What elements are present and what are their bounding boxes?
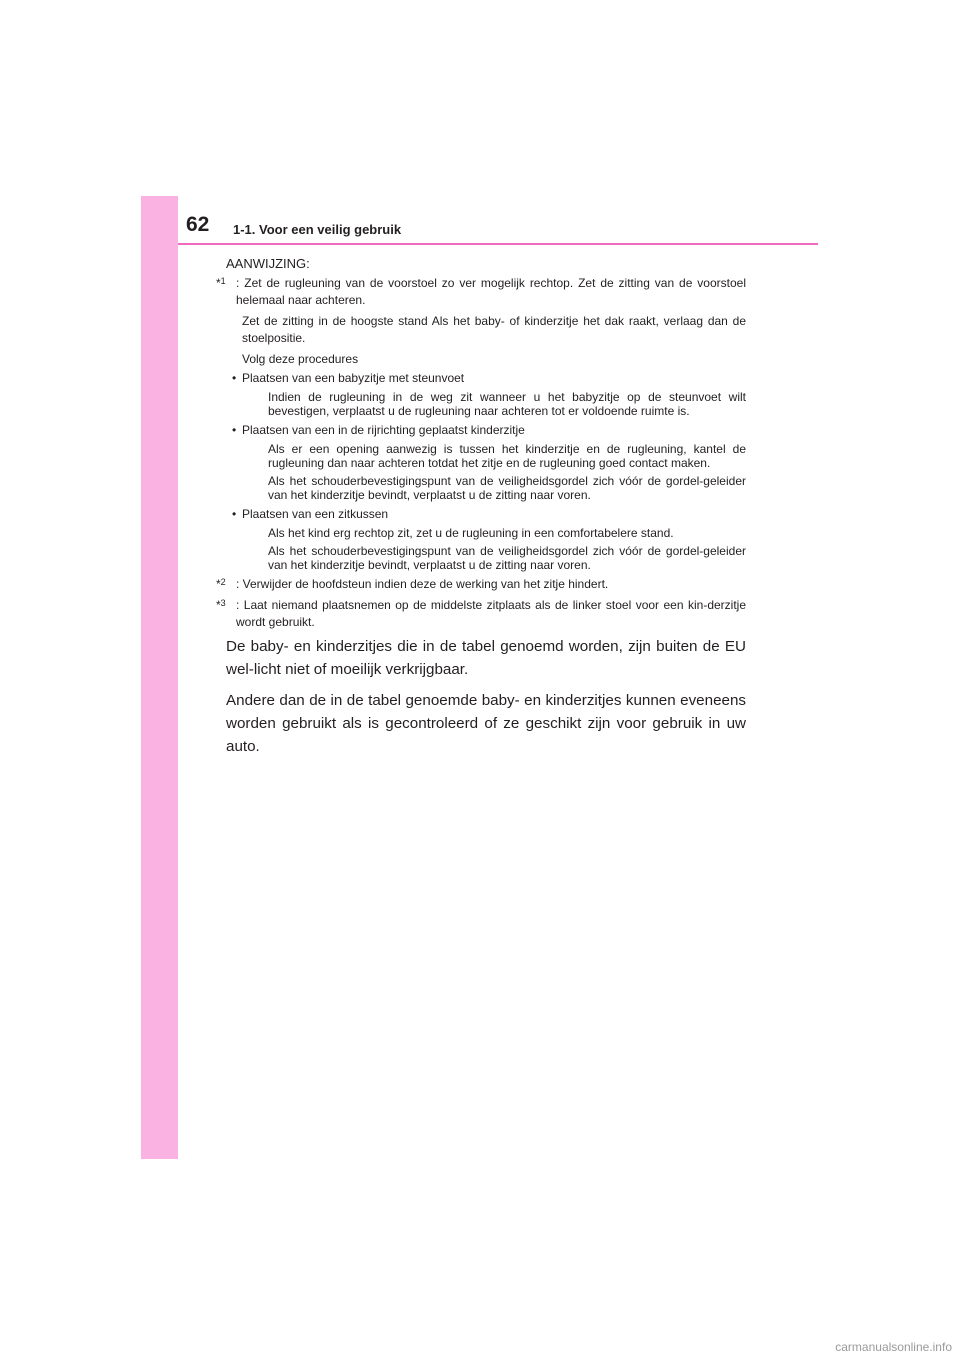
bullet-icon: • (232, 507, 237, 521)
page-content (216, 255, 746, 773)
footnote-marker: *$^2$ (216, 577, 226, 591)
chapter-sidebar-tab (141, 196, 178, 1159)
bullet-text: Als het kind erg rechtop zit, zet u de rugleuning in een comfortabelere stand. (268, 526, 674, 540)
bullet-text: Indien de rugleuning in de weg zit wanneer u het babyzitje op de steunvoet wilt bevestigen, verplaatst u de rugleuning naar achteren tot er voldoende ruimte is. (268, 390, 746, 418)
page-number: 62 (186, 213, 210, 236)
footnote-text: : Verwijder de hoofdsteun indien deze de werking van het zitje hindert. (236, 577, 609, 591)
bullet-icon: • (232, 371, 237, 385)
note-heading: AANWIJZING: (226, 256, 310, 271)
bullet-title: Plaatsen van een babyzitje met steunvoet (242, 371, 465, 385)
bullet-title: Plaatsen van een in de rijrichting geplaatst kinderzitje (242, 423, 525, 437)
footnote-3 (216, 597, 746, 631)
procedure-bullet (224, 422, 746, 502)
footnote-text: : Zet de rugleuning van de voorstoel zo ver mogelijk rechtop. Zet de zitting van de voorstoel helemaal naar achteren. (236, 276, 746, 307)
body-paragraph: De baby- en kinderzitjes die in de tabel genoemd worden, zijn buiten de EU wel-licht niet of moeilijk verkrijgbaar. (226, 638, 746, 678)
footnote-text: : Laat niemand plaatsnemen op de middelste zitplaats als de linker stoel voor een kin-derzitje wordt gebruikt. (236, 598, 746, 629)
bullet-text: Als het schouderbevestigingspunt van de veiligheidsgordel zich vóór de gordel-geleider van het kinderzitje bevindt, verplaatst u de zitting naar voren. (268, 544, 746, 572)
bullet-icon: • (232, 423, 237, 437)
watermark-link[interactable]: carmanualsonline.info (835, 1340, 952, 1354)
header-divider (178, 243, 818, 245)
bullet-text: Als er een opening aanwezig is tussen het kinderzitje en de rugleuning, kantel de rugleuning dan naar achteren totdat het zitje en de rugleuning goed contact maken. (268, 442, 746, 470)
section-title: 1-1. Voor een veilig gebruik (233, 222, 402, 237)
procedure-bullet (224, 506, 746, 572)
footnote-1 (216, 275, 746, 572)
procedure-bullet (224, 370, 746, 418)
footnote-marker: *$^3$ (216, 598, 226, 612)
footnote-marker: *$^1$ (216, 276, 226, 290)
footnote-2 (216, 576, 746, 593)
footnote-text: Zet de zitting in de hoogste stand Als het baby- of kinderzitje het dak raakt, verlaag dan de stoelpositie. (242, 314, 746, 345)
bullet-text: Als het schouderbevestigingspunt van de veiligheidsgordel zich vóór de gordel-geleider van het kinderzitje bevindt, verplaatst u de zitting naar voren. (268, 474, 746, 502)
footnote-text: Volg deze procedures (242, 352, 359, 366)
body-paragraph: Andere dan de in de tabel genoemde baby- en kinderzitjes kunnen eveneens worden gebruikt als is gecontroleerd of ze geschikt zijn voor gebruik in uw auto. (226, 692, 746, 755)
bullet-title: Plaatsen van een zitkussen (242, 507, 389, 521)
